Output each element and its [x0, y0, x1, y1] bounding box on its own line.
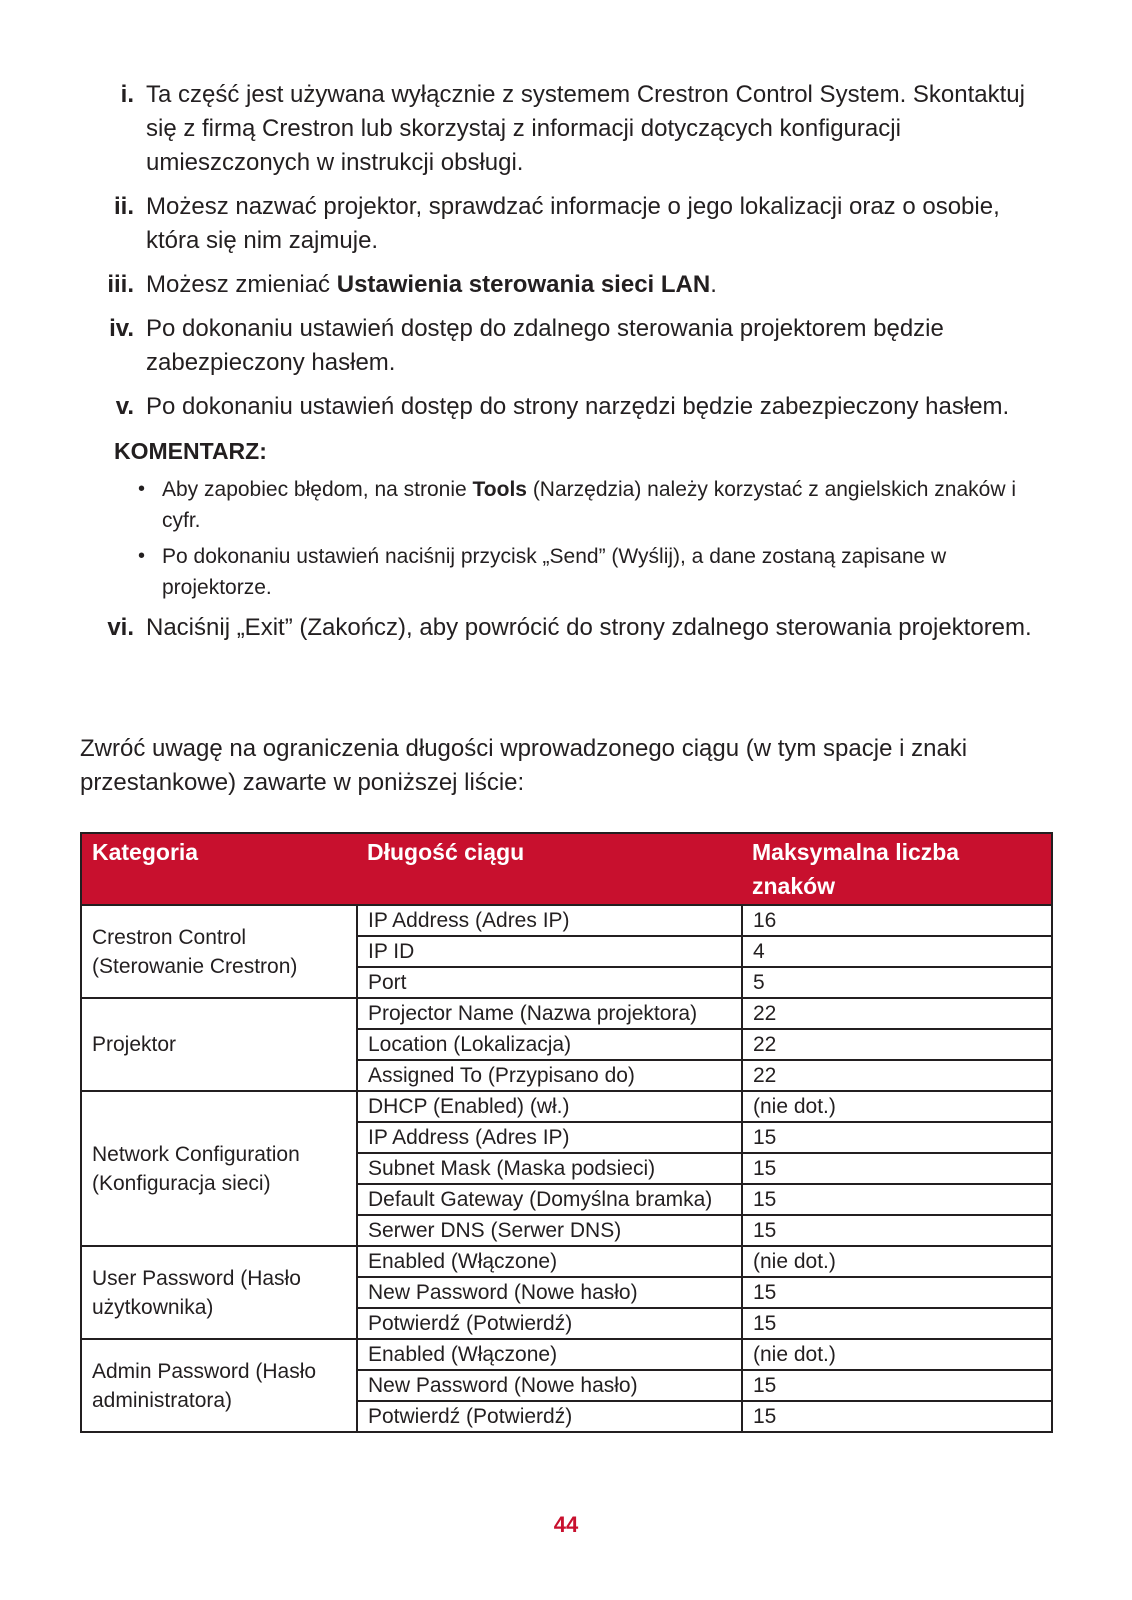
- string-length-table: [80, 832, 1053, 1433]
- bullet-icon: •: [138, 478, 146, 500]
- field-cell: New Password (Nowe hasło): [357, 1277, 742, 1308]
- field-cell: Subnet Mask (Maska podsieci): [357, 1153, 742, 1184]
- list-item: [0, 268, 1132, 302]
- category-cell: Projektor: [81, 998, 357, 1091]
- list-item: [0, 190, 1132, 258]
- category-cell: Admin Password (Hasło administratora): [81, 1339, 357, 1432]
- text-run: Możesz zmieniać: [146, 271, 337, 298]
- lan-settings-term: Ustawienia sterowania sieci LAN: [336, 271, 711, 298]
- tools-term: Tools: [472, 478, 527, 501]
- note-section: [0, 434, 1132, 603]
- field-cell: Serwer DNS (Serwer DNS): [357, 1215, 742, 1246]
- max-chars-cell: 15: [742, 1370, 1052, 1401]
- table-row: [81, 998, 1052, 1029]
- max-chars-cell: 15: [742, 1153, 1052, 1184]
- field-cell: Assigned To (Przypisano do): [357, 1060, 742, 1091]
- list-item-text: Możesz nazwać projektor, sprawdzać informacje o jego lokalizacji oraz o osobie, która się nim zajmuje.: [146, 193, 1000, 254]
- field-cell: Enabled (Włączone): [357, 1246, 742, 1277]
- list-item-number: i.: [120, 81, 134, 108]
- bullet-item: [0, 474, 1132, 536]
- bullet-item: [0, 541, 1132, 603]
- max-chars-cell: 15: [742, 1401, 1052, 1432]
- field-cell: Enabled (Włączone): [357, 1339, 742, 1370]
- max-chars-cell: 15: [742, 1277, 1052, 1308]
- max-chars-cell: 22: [742, 1060, 1052, 1091]
- max-chars-cell: (nie dot.): [742, 1339, 1052, 1370]
- list-item: [0, 611, 1132, 645]
- list-item-text: Po dokonaniu ustawień dostęp do strony narzędzi będzie zabezpieczony hasłem.: [146, 393, 1010, 420]
- field-cell: IP ID: [357, 936, 742, 967]
- field-cell: Potwierdź (Potwierdź): [357, 1308, 742, 1339]
- bullet-text: [162, 474, 1042, 536]
- note-heading: KOMENTARZ:: [114, 438, 267, 464]
- list-item: [0, 78, 1132, 180]
- max-chars-cell: 5: [742, 967, 1052, 998]
- column-header-max-chars: Maksymalna liczba znaków: [742, 833, 1052, 905]
- column-header-string-length: Długość ciągu: [357, 833, 742, 905]
- max-chars-cell: (nie dot.): [742, 1091, 1052, 1122]
- table-row: [81, 905, 1052, 936]
- bullet-text: Po dokonaniu ustawień naciśnij przycisk „Send” (Wyślij), a dane zostaną zapisane w projektorze.: [162, 545, 947, 599]
- list-item: [0, 312, 1132, 380]
- table-row: [81, 1246, 1052, 1277]
- max-chars-cell: 22: [742, 1029, 1052, 1060]
- list-item-number: iii.: [107, 271, 134, 298]
- list-item-number: ii.: [113, 193, 134, 220]
- max-chars-cell: (nie dot.): [742, 1246, 1052, 1277]
- note-bullets: [0, 474, 1132, 603]
- list-item-number: iv.: [109, 315, 134, 342]
- field-cell: Port: [357, 967, 742, 998]
- max-chars-cell: 15: [742, 1215, 1052, 1246]
- category-cell: Network Configuration (Konfiguracja sieci): [81, 1091, 357, 1246]
- list-item-text: Naciśnij „Exit” (Zakończ), aby powrócić do strony zdalnego sterowania projektorem.: [146, 614, 1032, 641]
- max-chars-cell: 15: [742, 1122, 1052, 1153]
- max-chars-cell: 22: [742, 998, 1052, 1029]
- field-cell: Projector Name (Nazwa projektora): [357, 998, 742, 1029]
- list-item: [0, 390, 1132, 424]
- bullet-icon: •: [138, 545, 146, 567]
- max-chars-cell: 15: [742, 1308, 1052, 1339]
- text-run: Aby zapobiec błędom, na stronie: [162, 478, 473, 501]
- table-row: [81, 1339, 1052, 1370]
- instruction-list: [0, 78, 1132, 655]
- max-chars-cell: 16: [742, 905, 1052, 936]
- category-cell: Crestron Control (Sterowanie Crestron): [81, 905, 357, 998]
- list-item-number: vi.: [107, 614, 134, 641]
- field-cell: IP Address (Adres IP): [357, 1122, 742, 1153]
- table-row: [81, 1091, 1052, 1122]
- list-item-number: v.: [115, 393, 134, 420]
- category-cell: User Password (Hasło użytkownika): [81, 1246, 357, 1339]
- max-chars-cell: 4: [742, 936, 1052, 967]
- field-cell: Potwierdź (Potwierdź): [357, 1401, 742, 1432]
- field-cell: New Password (Nowe hasło): [357, 1370, 742, 1401]
- table-header-row: [81, 833, 1052, 905]
- field-cell: Location (Lokalizacja): [357, 1029, 742, 1060]
- max-chars-cell: 15: [742, 1184, 1052, 1215]
- text-run: .: [710, 271, 717, 298]
- field-cell: IP Address (Adres IP): [357, 905, 742, 936]
- page-number: 44: [553, 1512, 579, 1537]
- list-item-text: Po dokonaniu ustawień dostęp do zdalnego sterowania projektorem będzie zabezpieczony hasłem.: [146, 315, 944, 376]
- list-item-text: Ta część jest używana wyłącznie z systemem Crestron Control System. Skontaktuj się z firmą Crestron lub skorzystaj z informacji dotyczących konfiguracji umieszczonych w instrukcji obsługi.: [146, 81, 1025, 176]
- length-limits-intro: Zwróć uwagę na ograniczenia długości wprowadzonego ciągu (w tym spacje i znaki przestankowe) zawarte w poniższej liście:: [80, 735, 968, 796]
- text-run: (Narzędzia) należy korzystać z angielskich znaków i cyfr.: [162, 478, 1017, 532]
- column-header-category: Kategoria: [81, 833, 357, 905]
- list-item-text: [146, 268, 1046, 302]
- field-cell: DHCP (Enabled) (wł.): [357, 1091, 742, 1122]
- field-cell: Default Gateway (Domyślna bramka): [357, 1184, 742, 1215]
